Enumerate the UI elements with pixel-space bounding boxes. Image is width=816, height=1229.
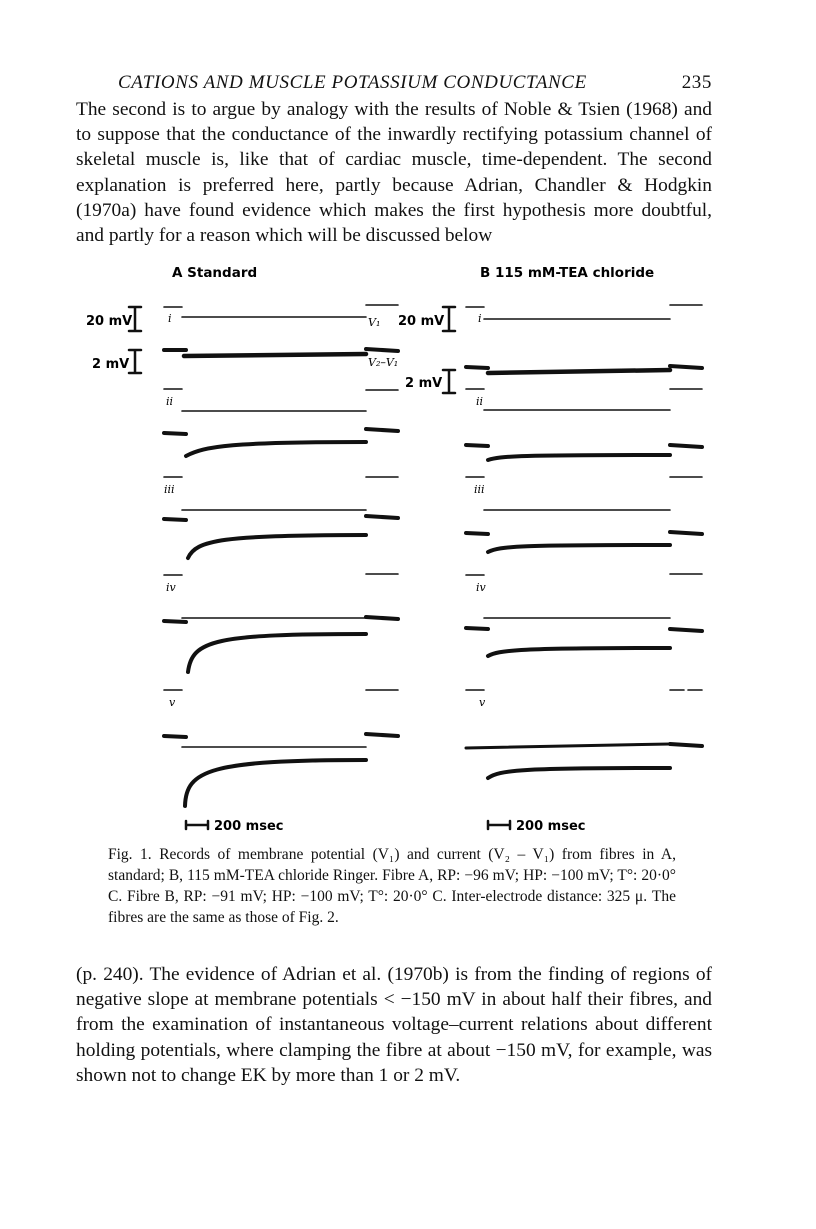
- caption-text: Fig. 1. Records of membrane potential (V₁) and current (V₂ – V₁) from fibres in A, standard; B, 115 mM-TEA chloride Ringer. Fibre A, RP: −96 mV; HP: −100 mV; T°: 20·0° C. Fibre B, RP: −91 mV; HP: −100 mV; T°: 20·0° C. Inter-electrode distance: 325 μ. The fibres are the same as those of Fig. 2.: [108, 846, 676, 926]
- scale-label-20mv-a: 20 mV: [86, 314, 133, 329]
- time-scale-label-b: 200 msec: [516, 819, 586, 834]
- trace-label-b-iv: iv: [476, 581, 486, 594]
- v2v1-label: V₂–V₁: [368, 356, 399, 369]
- scale-label-2mv-b: 2 mV: [405, 376, 443, 391]
- body-paragraph-1: [76, 97, 712, 248]
- trace-a-iii-current: [188, 535, 366, 558]
- running-title: CATIONS AND MUSCLE POTASSIUM CONDUCTANCE: [118, 72, 587, 93]
- trace-a-v-current: [185, 760, 366, 806]
- body-paragraph-2: [76, 962, 712, 1088]
- trace-b-i-current: [488, 370, 670, 373]
- paragraph-text: The second is to argue by analogy with the results of Noble & Tsien (1968) and to suppose that the conductance of the inwardly rectifying potassium channel of skeletal muscle is, like that of cardiac muscle, time-dependent. The second explanation is preferred here, partly because Adrian, Chandler & Hodgkin (1970a) have found evidence which makes the first hypothesis more doubtful, and partly for a reason which will be discussed below: [76, 99, 712, 247]
- page-number: 235: [681, 72, 712, 93]
- time-scale-bar-b: [488, 821, 510, 829]
- trace-label-a-i: i: [168, 312, 172, 325]
- time-scale-label-a: 200 msec: [214, 819, 284, 834]
- trace-b-iv-current: [488, 648, 670, 656]
- trace-b-v-current: [488, 768, 670, 778]
- scale-label-2mv-a: 2 mV: [92, 357, 130, 372]
- trace-label-b-i: i: [478, 312, 482, 325]
- scale-bar-2mv-b: [443, 370, 455, 393]
- trace-label-b-iii: iii: [474, 483, 485, 496]
- trace-b-v-voltage: [466, 744, 670, 748]
- trace-label-a-ii: ii: [166, 395, 174, 408]
- scale-bar-2mv-a: [129, 350, 141, 373]
- trace-a-ii-current: [186, 442, 366, 456]
- trace-a-iv-current: [188, 634, 366, 672]
- scale-label-20mv-b: 20 mV: [398, 314, 445, 329]
- panel-b-title: B 115 mM-TEA chloride: [480, 265, 655, 281]
- trace-b-ii-current: [488, 455, 670, 460]
- trace-b-iii-current: [488, 545, 670, 552]
- running-header: [118, 72, 712, 94]
- trace-label-a-iii: iii: [164, 483, 175, 496]
- trace-a-i-current: [184, 354, 366, 356]
- trace-label-b-ii: ii: [476, 395, 484, 408]
- trace-label-b-v: v: [479, 696, 486, 709]
- figure-1: [0, 258, 816, 838]
- panel-a-title: A Standard: [172, 265, 258, 281]
- scale-bar-20mv-b: [443, 307, 455, 331]
- time-scale-bar-a: [186, 821, 208, 829]
- trace-label-a-v: v: [169, 696, 176, 709]
- trace-label-a-iv: iv: [166, 581, 176, 594]
- paragraph-text: (p. 240). The evidence of Adrian et al. (1970b) is from the finding of regions of negative slope at membrane potentials < −150 mV in about half their fibres, and from the examination of instantaneous voltage–current relations about different holding potentials, where clamping the fibre at about −150 mV, for example, was shown not to change EK by more than 1 or 2 mV.: [76, 964, 712, 1086]
- figure-caption: [108, 844, 676, 928]
- v1-label: V₁: [368, 316, 381, 329]
